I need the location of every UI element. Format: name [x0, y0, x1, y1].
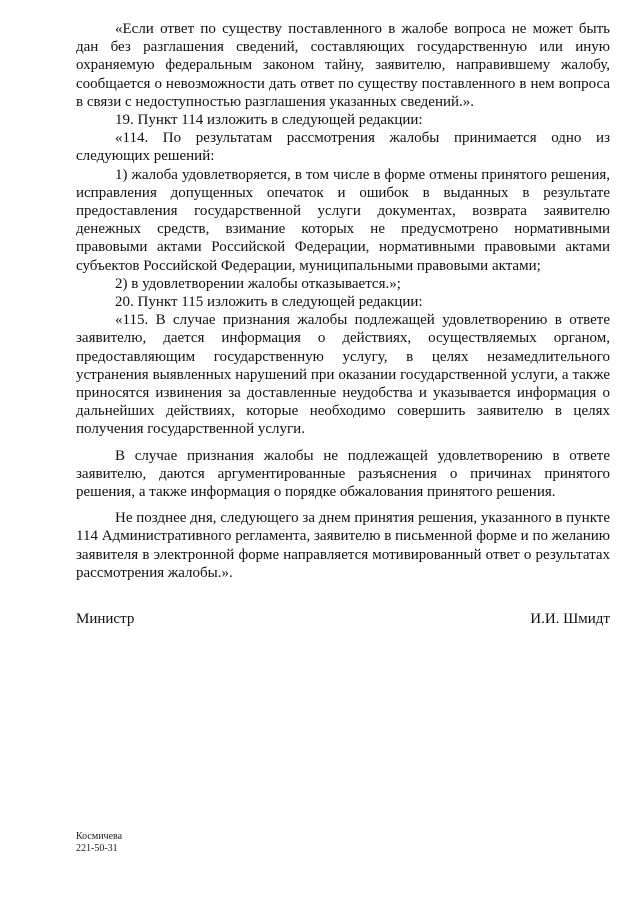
paragraph-point-115: «115. В случае признания жалобы подлежащей удовлетворению в ответе заявителю, дается информация о действиях, осуществляемых органом, предоставляющим государственную услугу, в целях незамедлительного устранения выявленных нарушений при оказании государственной услуги, а также приносятся извинения за доставленные неудобства и указывается информация о дальнейших действиях, которые необходимо совершить заявителю в целях получения государственной услуги.: [76, 312, 610, 438]
executor-footer: [76, 831, 122, 855]
paragraph-item-19: 19. Пункт 114 изложить в следующей редакции:: [115, 112, 423, 129]
signatory-position: Министр: [76, 611, 135, 627]
paragraph-point-114: «114. По результатам рассмотрения жалобы принимается одно из следующих решений:: [76, 130, 610, 165]
paragraph-item-20: 20. Пункт 115 изложить в следующей редакции:: [115, 294, 423, 311]
paragraph-rejection: В случае признания жалобы не подлежащей удовлетворению в ответе заявителю, даются аргументированные разъяснения о причинах принятого решения, а также информация о порядке обжалования принятого решения.: [76, 447, 610, 501]
executor-name: Космичева: [76, 831, 123, 842]
signatory-name: И.И. Шмидт: [530, 611, 610, 627]
paragraph-spacer: [76, 439, 610, 447]
executor-phone: 221-50-31: [76, 843, 118, 854]
paragraph-decision-1: 1) жалоба удовлетворяется, в том числе в форме отмены принятого решения, исправления допущенных опечаток и ошибок в выданных в результате предоставления государственной услуги документах, возврата заявителю денежных средств, взимание которых не предусмотрено нормативными правовыми актами Российской Федерации, нормативными правовыми актами субъектов Российской Федерации, муниципальными правовыми актами;: [76, 166, 610, 274]
paragraph-deadline: Не позднее дня, следующего за днем принятия решения, указанного в пункте 114 Административного регламента, заявителю в письменной форме и по желанию заявителя в электронной форме направляется мотивированный ответ о результатах рассмотрения жалобы.».: [76, 510, 610, 581]
paragraph-decision-2: 2) в удовлетворении жалобы отказывается.»;: [115, 275, 401, 292]
paragraph-spacer: [76, 501, 610, 509]
paragraph-quote-secrecy: «Если ответ по существу поставленного в жалобе вопроса не может быть дан без разглашения сведений, составляющих государственную или иную охраняемую федеральным законом тайну, заявителю, направившему жалобу, сообщается о невозможности дать ответ по существу поставленного в нем вопроса в связи с недоступностью разглашения указанных сведений.».: [76, 21, 610, 110]
document-body: [76, 20, 610, 582]
signature-block: [76, 609, 610, 629]
